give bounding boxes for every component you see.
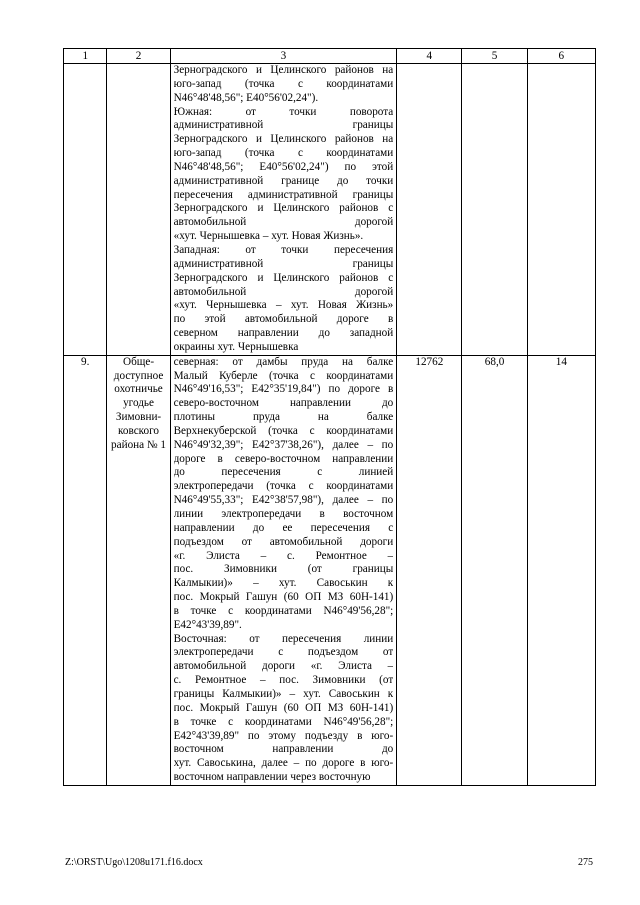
boundary-description-line: N46°49'16,53"; E42°35'19,84") по дороге в (173, 383, 394, 396)
cont-description-cell (170, 64, 397, 356)
boundary-description-line: E42°43'39,89". (173, 618, 242, 631)
boundary-description-line: подъездом от автомобильной дороги (173, 535, 394, 548)
area-value: 12762 (397, 355, 462, 785)
boundary-description-line: до пересечения с линией (173, 466, 394, 479)
row-number: 9. (64, 355, 107, 785)
cont-description-cell-line: административной границы (173, 257, 394, 270)
hunting-ground-name-line: угодье (123, 397, 154, 410)
cont-description-cell-line: N46°48'48,56"; E40°56'02,24"). (173, 91, 319, 104)
boundary-description-line: автомобильной дороги «г. Элиста – (173, 660, 394, 673)
boundary-description-line: пос. Мокрый Гашун (60 ОП МЗ 60Н-141) (173, 701, 394, 714)
hunting-ground-name-line: Обще- (122, 355, 155, 368)
col5-value: 68,0 (462, 355, 527, 785)
cont-description-cell-line: юго-запад (точка с координатами (173, 77, 394, 90)
boundary-description-line: пос. Мокрый Гашун (60 ОП МЗ 60Н-141) (173, 591, 394, 604)
boundary-description (170, 355, 397, 785)
boundary-description-line: Малый Куберле (точка с координатами (173, 369, 394, 382)
hunting-ground-name-line: района № 1 (111, 438, 167, 451)
boundary-description-line: электропередачи с подъездом от (173, 646, 394, 659)
boundary-description-line: восточном направлении через восточную (173, 771, 371, 784)
cont-description-cell-line: Зерноградского и Целинского районов с (173, 202, 394, 215)
header-cell-4: 4 (397, 49, 462, 64)
header-cell-1: 1 (64, 49, 107, 64)
boundary-description-line: Калмыкии)» – хут. Савоськин к (173, 577, 394, 590)
boundary-description-line: дороге в северо-восточном направлении (173, 452, 394, 465)
table-row-9 (64, 355, 596, 785)
cont-description-cell-line: административной границе до точки (173, 174, 394, 187)
cont-description-cell-line: Зерноградского и Целинского районов на (173, 133, 394, 146)
boundary-description-line: с. Ремонтное – пос. Зимовники (от (173, 674, 394, 687)
boundary-description-line: линии электропередачи в восточном (173, 508, 394, 520)
table-row-continuation (64, 64, 596, 356)
header-row (64, 49, 596, 64)
hunting-ground-name-line: ковского (118, 424, 160, 437)
boundary-description-line: пос. Зимовники (от границы (173, 563, 394, 576)
header-cell-6: 6 (527, 49, 595, 64)
document-table (63, 48, 596, 786)
cont-description-cell-line: северном направлении до западной (173, 327, 394, 340)
cont-description-cell-line: Зерноградского и Целинского районов с (173, 271, 394, 284)
boundary-description-line: «г. Элиста – с. Ремонтное – (173, 549, 394, 562)
cont-description-cell-line: «хут. Чернышевка – хут. Новая Жизнь». (173, 230, 364, 243)
cont-description-cell-line: Западная: от точки пересечения (173, 243, 394, 256)
hunting-ground-name-line: доступное (113, 369, 164, 382)
boundary-description-line: N46°49'32,39"; E42°37'38,26"), далее – по (173, 438, 394, 451)
boundary-description-line: электропередачи (точка с координатами (173, 480, 394, 493)
cont-col5-cell (462, 64, 527, 356)
cont-description-cell-line: пересечения административной границы (173, 188, 394, 201)
cont-num-cell (64, 64, 107, 356)
cont-name-cell (107, 64, 170, 356)
col6-value: 14 (527, 355, 595, 785)
hunting-ground-name-line: Зимовни- (115, 411, 162, 424)
cont-description-cell-line: автомобильной дорогой (173, 285, 394, 298)
cont-description-cell-line: «хут. Чернышевка – хут. Новая Жизнь» (173, 299, 394, 312)
cont-area-cell (397, 64, 462, 356)
boundary-description-line: в точке с координатами N46°49'56,28"; (173, 604, 394, 617)
boundary-description-line: хут. Савоськина, далее – по дороге в юго- (173, 757, 394, 770)
footer-file-path: Z:\ORST\Ugo\1208u171.f16.docx (65, 857, 203, 868)
hunting-ground-name-line: охотничье (114, 383, 163, 396)
header-cell-2: 2 (107, 49, 170, 64)
page-number: 275 (578, 857, 593, 868)
boundary-description-line: N46°49'55,33"; E42°38'57,98"), далее – по (173, 494, 394, 507)
header-cell-5: 5 (462, 49, 527, 64)
cont-description-cell-line: N46°48'48,56"; E40°56'02,24") по этой (173, 160, 394, 173)
boundary-description-line: направлении до ее пересечения с (173, 521, 394, 534)
boundary-description-line: северная: от дамбы пруда на балке (173, 355, 394, 368)
cont-description-cell-line: Южная: от точки поворота (173, 105, 394, 118)
boundary-description-line: в точке с координатами N46°49'56,28"; (173, 715, 394, 728)
cont-col6-cell (527, 64, 595, 356)
cont-description-cell-line: автомобильной дорогой (173, 216, 394, 229)
cont-description-cell-line: по этой автомобильной дороге в (173, 313, 394, 326)
boundary-description-line: плотины пруда на балке (173, 411, 394, 424)
cont-description-cell-line: юго-запад (точка с координатами (173, 147, 394, 160)
boundary-description-line: E42°43'39,89" по этому подъезду в юго- (173, 729, 394, 742)
boundary-description-line: северо-восточном направлении до (173, 397, 394, 410)
cont-description-cell-line: административной границы (173, 119, 394, 132)
header-cell-3: 3 (170, 49, 397, 64)
hunting-ground-name (107, 355, 170, 785)
boundary-description-line: границы Калмыкии)» – хут. Савоськин к (173, 687, 394, 700)
cont-description-cell-line: окраины хут. Чернышевка (173, 340, 299, 353)
boundary-description-line: Верхнекуберской (точка с координатами (173, 424, 394, 437)
boundary-description-line: Восточная: от пересечения линии (173, 632, 394, 645)
cont-description-cell-line: Зерноградского и Целинского районов на (173, 64, 394, 76)
boundary-description-line: восточном направлении до (173, 743, 394, 756)
